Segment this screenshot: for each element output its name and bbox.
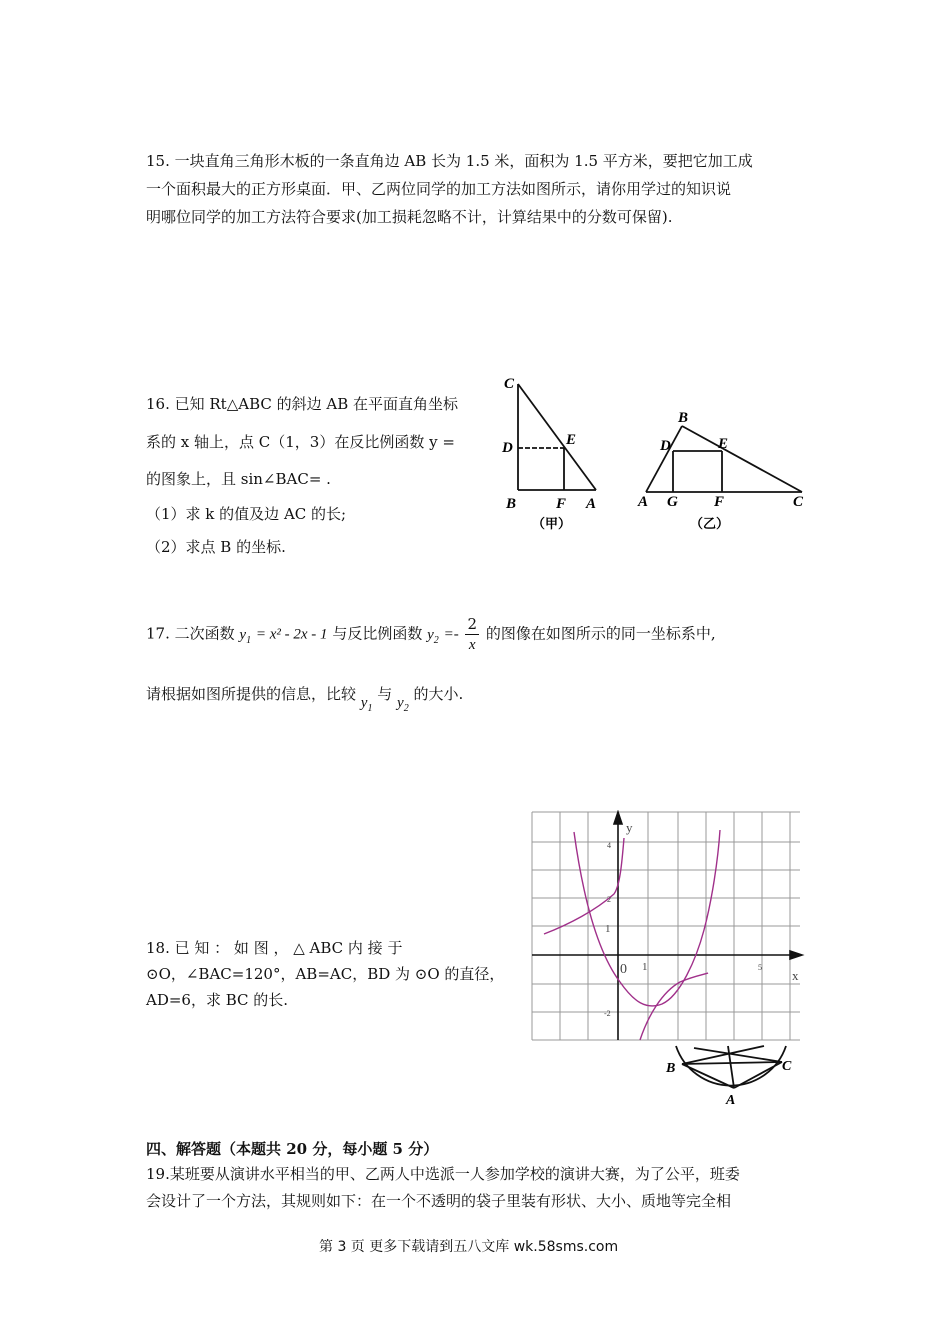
figure-circle — [664, 1044, 800, 1108]
q17-text-d: 请根据如图所提供的信息，比较 — [146, 685, 357, 703]
q16-line-3: 的图象上，且 sin∠BAC= . — [146, 470, 331, 488]
tick-y-1: 1 — [605, 923, 611, 935]
q17-quadratic: = x² - 2x - 1 — [255, 626, 328, 643]
figure-yi — [632, 408, 812, 536]
tick-y-2: 2 — [607, 895, 611, 904]
q15-line-1: 15. 一块直角三角形木板的一条直角边 AB 长为 1.5 米，面积为 1.5 平方米，要把它加工成 — [146, 152, 753, 170]
q17-y1-ref: $y_1$ — [360, 695, 373, 714]
label-b: B — [666, 1061, 676, 1076]
function-graph — [530, 810, 808, 1046]
fraction-denominator: x — [468, 637, 476, 653]
section-title: 四、解答题（本题共 20 分，每小题 5 分） — [146, 1140, 439, 1158]
q17-y1: $y_1$ — [239, 626, 252, 646]
q19-line-2: 会设计了一个方法，其规则如下：在一个不透明的袋子里装有形状、大小、质地等完全相 — [146, 1192, 732, 1210]
label-f: F — [556, 496, 567, 512]
q17-text-a: 17. 二次函数 — [146, 624, 235, 643]
q17-line-1 — [146, 614, 716, 655]
q17-text-c: 的图像在如图所示的同一坐标系中, — [485, 624, 716, 643]
label-f: F — [714, 494, 725, 510]
tick-x-1: 1 — [642, 961, 648, 973]
q18-line-1: 18. 已 知 ： 如 图 ， △ ABC 内 接 于 — [146, 939, 403, 957]
grid — [532, 812, 800, 1040]
q16-line-1: 16. 已知 Rt△ABC 的斜边 AB 在平面直角坐标 — [146, 395, 459, 413]
q16-part-2: （2）求点 B 的坐标. — [146, 538, 286, 556]
axis-y-label: y — [626, 820, 633, 835]
fraction-numerator: 2 — [467, 615, 478, 633]
label-c: C — [504, 376, 515, 392]
q17-text-f: 的大小. — [413, 685, 464, 703]
label-e: E — [566, 432, 577, 448]
label-a: A — [586, 496, 597, 512]
parabola-curve — [574, 830, 720, 1006]
q17-y2-ref: $y_2$ — [397, 695, 409, 714]
label-a: A — [726, 1093, 736, 1108]
page-footer: 第 3 页 更多下载请到五八文库 wk.58sms.com — [319, 1239, 619, 1255]
q18-line-3: AD=6，求 BC 的长. — [146, 991, 289, 1009]
q17-eq2-prefix: =- — [443, 626, 459, 643]
q16-part-1: （1）求 k 的值及边 AC 的长; — [146, 505, 347, 523]
q15-line-2: 一个面积最大的正方形桌面．甲、乙两位同学的加工方法如图所示，请你用学过的知识说 — [146, 180, 732, 198]
q16-line-2: 系的 x 轴上，点 C（1，3）在反比例函数 y = — [146, 433, 455, 451]
q17-text-b: 与反比例函数 — [332, 624, 423, 643]
q17-text-e: 与 — [377, 685, 393, 703]
q17-line-2 — [146, 680, 463, 715]
label-d: D — [660, 438, 671, 454]
curves — [544, 830, 720, 1040]
q17-fraction — [465, 614, 479, 655]
origin-label: 0 — [620, 962, 627, 977]
q17-y2: $y_2$ — [427, 626, 439, 646]
label-b: B — [506, 496, 517, 512]
label-b: B — [678, 410, 689, 426]
axis-x-label: x — [792, 968, 799, 983]
q15-line-3: 明哪位同学的加工方法符合要求(加工损耗忽略不计，计算结果中的分数可保留). — [146, 208, 673, 226]
label-c: C — [782, 1059, 792, 1074]
caption-yi: （乙） — [690, 516, 730, 531]
label-e: E — [718, 436, 729, 452]
caption-jia: （甲） — [532, 516, 572, 531]
label-g: G — [667, 494, 678, 510]
label-a: A — [638, 494, 649, 510]
label-c: C — [793, 494, 804, 510]
label-d: D — [502, 440, 513, 456]
figure-jia — [498, 372, 608, 537]
tick-y-neg-2: -2 — [604, 1009, 611, 1018]
q19-line-1: 19.某班要从演讲水平相当的甲、乙两人中选派一人参加学校的演讲大赛，为了公平，班委 — [146, 1165, 740, 1183]
tick-x-5: 5 — [758, 963, 762, 972]
tick-y-4: 4 — [607, 841, 611, 850]
q18-line-2: ⊙O，∠BAC=120°，AB=AC，BD 为 ⊙O 的直径， — [146, 965, 505, 983]
